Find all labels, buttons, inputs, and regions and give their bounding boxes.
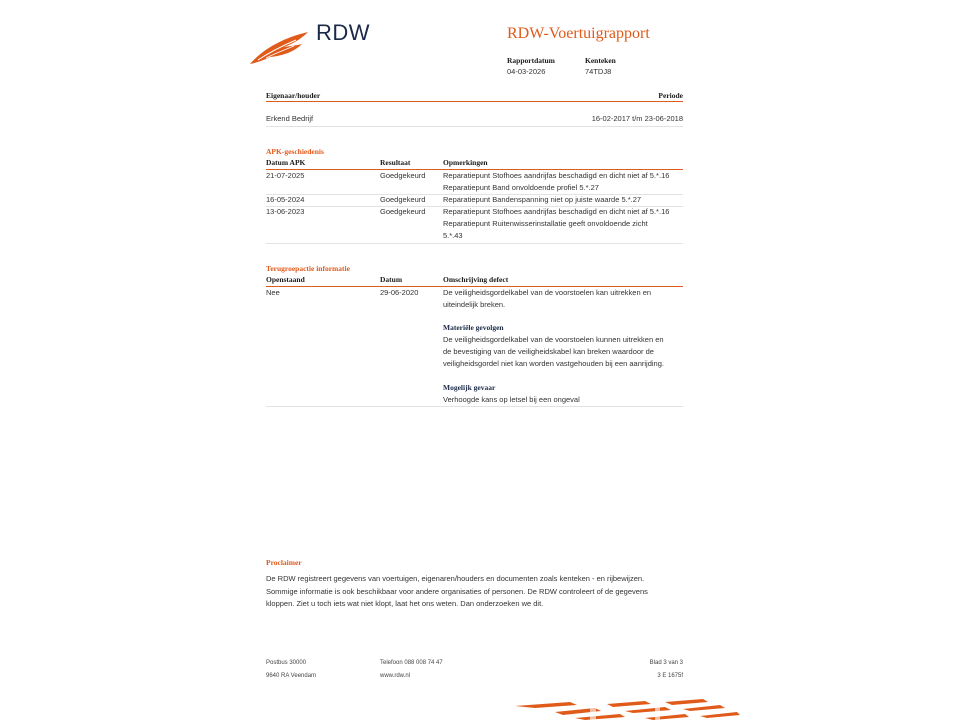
apk-row-1-remark-2: Reparatiepunt Band onvoldoende profiel 5.*.27 xyxy=(443,183,599,192)
recall-col-defect: Omschrijving defect xyxy=(443,275,509,284)
footer-phone: Telefoon 088 008 74 47 xyxy=(380,660,443,666)
apk-col-remarks: Opmerkingen xyxy=(443,158,488,167)
owner-row-rule xyxy=(266,126,683,127)
apk-section-title: APK-geschiedenis xyxy=(266,147,324,156)
footer-page-number: Blad 3 van 3 xyxy=(649,660,683,666)
owner-label: Eigenaar/houder xyxy=(266,91,321,100)
proclaimer-line-2: Sommige informatie is ook beschikbaar voor andere organisaties of personen. De RDW controleert of de gegevens xyxy=(266,587,648,596)
recall-defect-line-1: De veiligheidsgordelkabel van de voorstoelen kan uitrekken en xyxy=(443,288,652,297)
proclaimer-line-3: kloppen. Ziet u toch iets wat niet klopt, laat het ons weten. Dan onderzoeken we dit. xyxy=(266,599,544,608)
recall-row-rule xyxy=(266,406,683,407)
recall-col-open: Openstaand xyxy=(266,275,305,284)
apk-row-3-remark-3: 5.*.43 xyxy=(443,231,463,240)
report-date-value: 04-03-2026 xyxy=(507,67,546,76)
footer-doc-code: 3 E 1675f xyxy=(657,673,683,679)
apk-row-3-rule xyxy=(266,243,683,244)
apk-row-1-result: Goedgekeurd xyxy=(380,171,426,180)
recall-danger-title: Mogelijk gevaar xyxy=(443,383,496,392)
apk-row-2-date: 16-05-2024 xyxy=(266,195,305,204)
recall-consequences-line-3: veiligheidsgordel niet kan worden vastgehouden bij een aanrijding. xyxy=(443,359,664,368)
plate-value: 74TDJ8 xyxy=(585,67,612,76)
apk-row-1-date: 21-07-2025 xyxy=(266,171,305,180)
footer-stripes-decoration xyxy=(515,698,740,720)
recall-consequences-line-2: de bevestiging van de veiligheidskabel kan breken waardoor de xyxy=(443,347,654,356)
owner-period: 16-02-2017 t/m 23-06-2018 xyxy=(591,114,683,123)
apk-col-result: Resultaat xyxy=(380,158,411,167)
recall-consequences-line-1: De veiligheidsgordelkabel van de voorstoelen kunnen uitrekken en xyxy=(443,335,664,344)
recall-open-value: Nee xyxy=(266,288,280,297)
recall-consequences-title: Materiële gevolgen xyxy=(443,323,504,332)
apk-row-2-remark-1: Reparatiepunt Bandenspanning niet op juiste waarde 5.*.27 xyxy=(443,195,642,204)
plate-label: Kenteken xyxy=(585,56,616,65)
rdw-feather-logo xyxy=(248,30,310,66)
footer-website: www.rdw.nl xyxy=(380,673,411,679)
proclaimer-title: Proclaimer xyxy=(266,558,302,567)
recall-section-title: Terugroepactie informatie xyxy=(266,264,350,273)
document-title: RDW-Voertuigrapport xyxy=(507,25,650,42)
logo-text: RDW xyxy=(316,20,371,45)
proclaimer-line-1: De RDW registreert gegevens van voertuigen, eigenaren/houders en documenten zoals kenteken - en rijbewijzen. xyxy=(266,574,645,583)
apk-col-date: Datum APK xyxy=(266,158,306,167)
owner-name: Erkend Bedrijf xyxy=(266,114,314,123)
period-label: Periode xyxy=(658,91,683,100)
recall-defect-line-2: uiteindelijk breken. xyxy=(443,300,506,309)
apk-row-1-remark-1: Reparatiepunt Stofhoes aandrijfas beschadigd en dicht niet af 5.*.16 xyxy=(443,171,670,180)
owner-header-rule xyxy=(266,101,683,102)
apk-row-2-result: Goedgekeurd xyxy=(380,195,426,204)
footer-address-1: Postbus 30000 xyxy=(266,660,307,666)
recall-col-date: Datum xyxy=(380,275,403,284)
apk-row-3-date: 13-06-2023 xyxy=(266,207,305,216)
report-date-label: Rapportdatum xyxy=(507,56,555,65)
footer-address-2: 9640 RA Veendam xyxy=(266,673,317,679)
apk-row-3-remark-2: Reparatiepunt Ruitenwisserinstallatie geeft onvoldoende zicht xyxy=(443,219,648,228)
apk-row-3-result: Goedgekeurd xyxy=(380,207,426,216)
apk-row-3-remark-1: Reparatiepunt Stofhoes aandrijfas beschadigd en dicht niet af 5.*.16 xyxy=(443,207,670,216)
recall-date-value: 29-06-2020 xyxy=(380,288,419,297)
recall-danger-line-1: Verhoogde kans op letsel bij een ongeval xyxy=(443,395,580,404)
